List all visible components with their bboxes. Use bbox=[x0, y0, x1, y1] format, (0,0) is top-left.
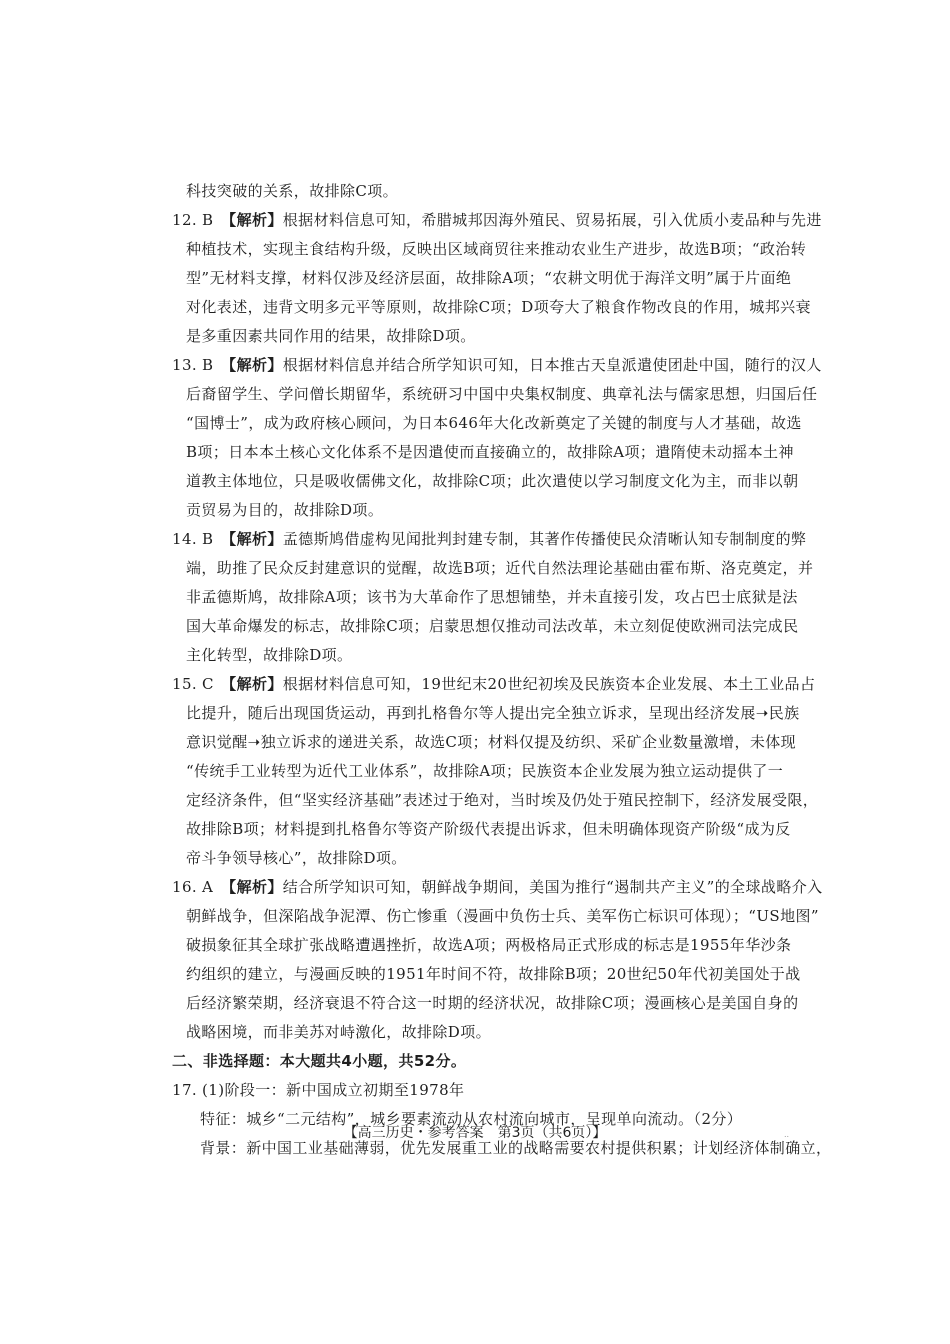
question-text: 根据材料信息并结合所学知识可知，日本推古天皇派遣使团赴中国，随行的汉人 bbox=[282, 356, 822, 374]
question-answer: B bbox=[202, 211, 214, 229]
question-line bbox=[172, 670, 816, 699]
question-line bbox=[186, 467, 799, 496]
question-line bbox=[186, 960, 801, 989]
question-line bbox=[186, 931, 794, 960]
question-line bbox=[186, 902, 819, 931]
question-block bbox=[172, 525, 814, 670]
question-line bbox=[186, 1018, 794, 1047]
question-number: 15. bbox=[172, 675, 198, 693]
question-text: 是多重因素共同作用的结果，故排除D项。 bbox=[186, 327, 476, 345]
question-text: 约组织的建立，与漫画反映的1951年时间不符，故排除B项；20世纪50年代初美国处于战 bbox=[186, 965, 801, 983]
question-text: 非孟德斯鸠，故排除A项；该书为大革命作了思想铺垫，并未直接引发，攻占巴士底狱是法 bbox=[186, 588, 798, 606]
question-line bbox=[186, 612, 799, 641]
question-text: 端，助推了民众反封建意识的觉醒，故选B项；近代自然法理论基础由霍布斯、洛克奠定，并 bbox=[186, 559, 814, 577]
question-text: (1)阶段一：新中国成立初期至1978年 bbox=[202, 1081, 465, 1099]
question-text: “传统手工业转型为近代工业体系”，故排除A项；民族资本企业发展为独立运动提供了一 bbox=[186, 762, 784, 780]
question-answer: B bbox=[202, 356, 214, 374]
answer-content bbox=[172, 177, 832, 1163]
question-text: 后裔留学生、学问僧长期留华，系统研习中国中央集权制度、典章礼法与儒家思想，归国后任 bbox=[186, 385, 818, 403]
question-answer: C bbox=[202, 675, 214, 693]
question-line bbox=[172, 873, 823, 902]
question-line bbox=[186, 438, 794, 467]
question-text: 定经济条件，但“坚实经济基础”表述过于绝对，当时埃及仍处于殖民控制下，经济发展受限， bbox=[186, 791, 819, 809]
intro-block bbox=[172, 177, 794, 206]
question-text: 帝斗争领导核心”，故排除D项。 bbox=[186, 849, 407, 867]
question-text: 贡贸易为目的，故排除D项。 bbox=[186, 501, 384, 519]
question-number: 12. bbox=[172, 211, 198, 229]
question-line bbox=[186, 641, 794, 670]
question-line bbox=[186, 989, 799, 1018]
question-block bbox=[172, 206, 822, 351]
question-answer: A bbox=[202, 878, 214, 896]
question-block bbox=[172, 670, 819, 873]
question-line bbox=[186, 699, 800, 728]
question-text: 根据材料信息可知，希腊城邦因海外殖民、贸易拓展，引入优质小麦品种与先进 bbox=[282, 211, 822, 229]
question-line bbox=[186, 815, 794, 844]
analysis-tag: 【解析】 bbox=[221, 356, 283, 374]
analysis-tag: 【解析】 bbox=[221, 675, 283, 693]
question-line bbox=[186, 728, 797, 757]
question-text: 比提升，随后出现国货运动，再到扎格鲁尔等人提出完全独立诉求，呈现出经济发展➝民族 bbox=[186, 704, 800, 722]
question-17-line bbox=[172, 1076, 794, 1105]
question-answer: B bbox=[202, 530, 214, 548]
section-wrap bbox=[172, 1047, 794, 1076]
question-line bbox=[172, 351, 822, 380]
question-text: 道教主体地位，只是吸收儒佛文化，故排除C项；此次遣使以学习制度文化为主，而非以朝 bbox=[186, 472, 799, 490]
analysis-tag: 【解析】 bbox=[221, 530, 283, 548]
question-line bbox=[186, 496, 794, 525]
question-text: 国大革命爆发的标志，故排除C项；启蒙思想仅推动司法改革，未立刻促使欧洲司法完成民 bbox=[186, 617, 799, 635]
question-text: 故排除B项；材料提到扎格鲁尔等资产阶级代表提出诉求，但未明确体现资产阶级“成为反 bbox=[186, 820, 791, 838]
question-line bbox=[186, 293, 811, 322]
question-text: 战略困境，而非美苏对峙激化，故排除D项。 bbox=[186, 1023, 492, 1041]
question-line bbox=[186, 554, 814, 583]
question-line bbox=[186, 786, 819, 815]
question-number: 13. bbox=[172, 356, 198, 374]
corner-mark: .. bbox=[784, 1130, 790, 1139]
question-text: 主化转型，故排除D项。 bbox=[186, 646, 353, 664]
question-block bbox=[172, 873, 823, 1047]
question-text: “国博士”，成为政府核心顾问，为日本646年大化改新奠定了关键的制度与人才基础，故选 bbox=[186, 414, 802, 432]
question-number: 17. bbox=[172, 1081, 198, 1099]
question-text: 根据材料信息可知，19世纪末20世纪初埃及民族资本企业发展、本土工业品占 bbox=[282, 675, 816, 693]
question-line bbox=[186, 235, 807, 264]
question-text: 朝鲜战争，但深陷战争泥潭、伤亡惨重（漫画中负伤士兵、美军伤亡标识可体现）；“US地图” bbox=[186, 907, 819, 925]
question-line bbox=[172, 206, 822, 235]
question-text: 型”无材料支撑，材料仅涉及经济层面，故排除A项；“农耕文明优于海洋文明”属于片面绝 bbox=[186, 269, 792, 287]
question-text: B项；日本本土核心文化体系不是因遣使而直接确立的，故排除A项；遣隋使未动摇本土神 bbox=[186, 443, 794, 461]
question-text: 种植技术，实现主食结构升级，反映出区域商贸往来推动农业生产进步，故选B项；“政治转 bbox=[186, 240, 807, 258]
question-text: 破损象征其全球扩张战略遭遇挫折，故选A项；两极格局正式形成的标志是1955年华沙条 bbox=[186, 936, 792, 954]
page-footer: 【高三历史・参考答案 第3页（共6页）】 bbox=[343, 1125, 607, 1141]
question-text: 结合所学知识可知，朝鲜战争期间，美国为推行“遏制共产主义”的全球战略介入 bbox=[282, 878, 823, 896]
question-line bbox=[186, 409, 802, 438]
question-text: 对化表述，违背文明多元平等原则，故排除C项；D项夸大了粮食作物改良的作用，城邦兴衰 bbox=[186, 298, 811, 316]
question-text: 意识觉醒➝独立诉求的递进关系，故选C项；材料仅提及纺织、采矿企业数量激增，未体现 bbox=[186, 733, 797, 751]
question-line bbox=[186, 844, 794, 873]
analysis-tag: 【解析】 bbox=[221, 211, 283, 229]
question-text: 背景：新中国工业基础薄弱，优先发展重工业的战略需要农村提供积累；计划经济体制确立， bbox=[200, 1139, 832, 1157]
question-block bbox=[172, 351, 822, 525]
question-line bbox=[186, 380, 818, 409]
question-17-block bbox=[172, 1076, 832, 1163]
question-text: 后经济繁荣期，经济衰退不符合这一时期的经济状况，故排除C项；漫画核心是美国自身的 bbox=[186, 994, 799, 1012]
section-heading: 二、非选择题：本大题共4小题，共52分。 bbox=[172, 1052, 467, 1070]
question-text: 特征：城乡“二元结构”，城乡要素流动从农村流向城市，呈现单向流动。（2分） bbox=[200, 1110, 743, 1128]
question-line bbox=[186, 264, 794, 293]
question-number: 16. bbox=[172, 878, 198, 896]
question-line bbox=[186, 322, 794, 351]
question-text: 孟德斯鸠借虚构见闻批判封建专制，其著作传播使民众清晰认知专制制度的弊 bbox=[282, 530, 807, 548]
intro-line: 科技突破的关系，故排除C项。 bbox=[186, 182, 399, 200]
question-line bbox=[186, 757, 794, 786]
question-number: 14. bbox=[172, 530, 198, 548]
question-line bbox=[172, 525, 807, 554]
question-line bbox=[186, 583, 798, 612]
analysis-tag: 【解析】 bbox=[221, 878, 283, 896]
